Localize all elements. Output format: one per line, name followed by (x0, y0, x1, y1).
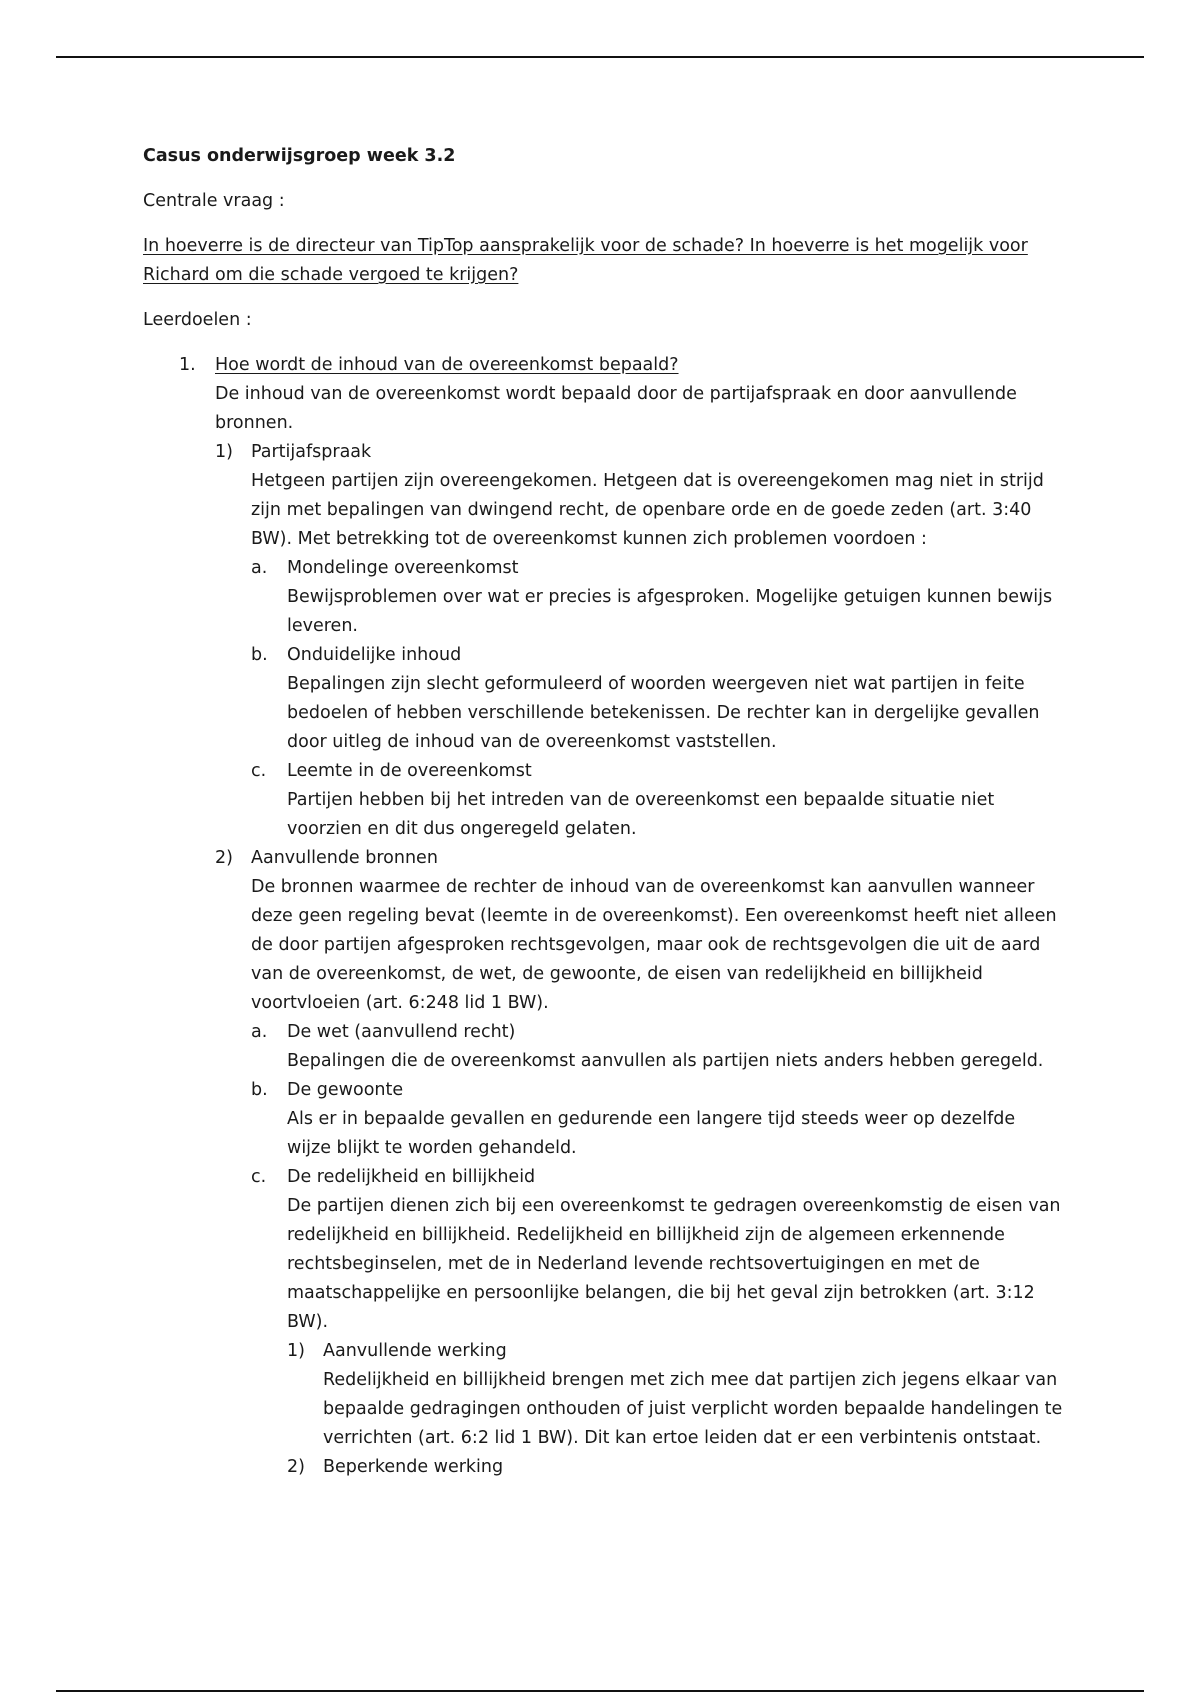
subsection-body: Bepalingen zijn slecht geformuleerd of woorden weergeven niet wat partijen in feite bedoelen of hebben verschillende betekenissen. De rechter kan in dergelijke gevallen door uitleg de inhoud van de overeenkomst vaststellen. (287, 674, 1040, 752)
list-marker: b. (251, 1080, 268, 1100)
central-question-label: Centrale vraag : (143, 191, 285, 211)
goal-body: De inhoud van de overeenkomst wordt bepaald door de partijafspraak en door aanvullende bronnen. (215, 384, 1017, 433)
subsection-mondelinge-overeenkomst (251, 554, 1063, 641)
subsection-de-gewoonte (251, 1076, 1063, 1163)
subsection-body: Bepalingen die de overeenkomst aanvullen als partijen niets anders hebben geregeld. (287, 1051, 1044, 1071)
section-partijafspraak (215, 438, 1063, 844)
subsection-heading: De redelijkheid en billijkheid (287, 1167, 536, 1187)
subsection-body: Partijen hebben bij het intreden van de overeenkomst een bepaalde situatie niet voorzien en dit dus ongeregeld gelaten. (287, 790, 995, 839)
subsection-redelijkheid-billijkheid (251, 1163, 1063, 1482)
subsection-body: Als er in bepaalde gevallen en gedurende een langere tijd steeds weer op dezelfde wijze blijkt te worden gehandeld. (287, 1109, 1016, 1158)
section-aanvullende-bronnen (215, 844, 1063, 1482)
goal-item-1 (179, 351, 1063, 1482)
section-body: Hetgeen partijen zijn overeengekomen. Hetgeen dat is overeengekomen mag niet in strijd zijn met bepalingen van dwingend recht, de openbare orde en de goede zeden (art. 3:40 BW). Met betrekking tot de overeenkomst kunnen zich problemen voordoen : (251, 471, 1044, 549)
subsection-de-wet (251, 1018, 1063, 1076)
list-marker: b. (251, 645, 268, 665)
subsection-body: Bewijsproblemen over wat er precies is afgesproken. Mogelijke getuigen kunnen bewijs leveren. (287, 587, 1053, 636)
subitem-body: Redelijkheid en billijkheid brengen met zich mee dat partijen zich jegens elkaar van bepaalde gedragingen onthouden of juist verplicht worden bepaalde handelingen te verrichten (art. 6:2 lid 1 BW). Dit kan ertoe leiden dat er een verbintenis ontstaat. (323, 1370, 1063, 1448)
learning-goals-label: Leerdoelen : (143, 310, 252, 330)
central-question: In hoeverre is de directeur van TipTop aansprakelijk voor de schade? In hoeverre is het mogelijk voor Richard om die schade vergoed te krijgen? (143, 236, 1028, 285)
list-marker: a. (251, 1022, 268, 1042)
list-marker: 1. (179, 355, 196, 375)
section-body: De bronnen waarmee de rechter de inhoud van de overeenkomst kan aanvullen wanneer deze geen regeling bevat (leemte in de overeenkomst). Een overeenkomst heeft niet alleen de door partijen afgesproken rechtsgevolgen, maar ook de rechtsgevolgen die uit de aard van de overeenkomst, de wet, de gewoonte, de eisen van redelijkheid en billijkheid voortvloeien (art. 6:248 lid 1 BW). (251, 877, 1057, 1013)
list-marker: c. (251, 1167, 267, 1187)
footer-rule (56, 1690, 1144, 1692)
subsection-heading: Mondelinge overeenkomst (287, 558, 519, 578)
goal-heading: Hoe wordt de inhoud van de overeenkomst bepaald? (215, 355, 679, 375)
subitem-aanvullende-werking (287, 1337, 1063, 1453)
list-marker: 2) (215, 848, 233, 868)
subsection-heading: De gewoonte (287, 1080, 404, 1100)
list-marker: a. (251, 558, 268, 578)
subitem-beperkende-werking (287, 1453, 1063, 1482)
section-heading: Partijafspraak (251, 442, 372, 462)
section-heading: Aanvullende bronnen (251, 848, 438, 868)
subsection-heading: Onduidelijke inhoud (287, 645, 462, 665)
subsection-leemte (251, 757, 1063, 844)
list-marker: 2) (287, 1457, 305, 1477)
subsection-heading: Leemte in de overeenkomst (287, 761, 532, 781)
list-marker: c. (251, 761, 267, 781)
document-body (143, 142, 1063, 1482)
subitem-heading: Beperkende werking (323, 1457, 504, 1477)
subsection-body: De partijen dienen zich bij een overeenkomst te gedragen overeenkomstig de eisen van redelijkheid en billijkheid. Redelijkheid en billijkheid zijn de algemeen erkennende rechtsbeginselen, met de in Nederland levende rechtsovertuigingen en met de maatschappelijke en persoonlijke belangen, die bij het geval zijn betrokken (art. 3:12 BW). (287, 1196, 1061, 1332)
subsection-heading: De wet (aanvullend recht) (287, 1022, 516, 1042)
subitem-heading: Aanvullende werking (323, 1341, 507, 1361)
list-marker: 1) (287, 1341, 305, 1361)
subsection-onduidelijke-inhoud (251, 641, 1063, 757)
document-title: Casus onderwijsgroep week 3.2 (143, 146, 456, 166)
list-marker: 1) (215, 442, 233, 462)
header-rule (56, 56, 1144, 58)
